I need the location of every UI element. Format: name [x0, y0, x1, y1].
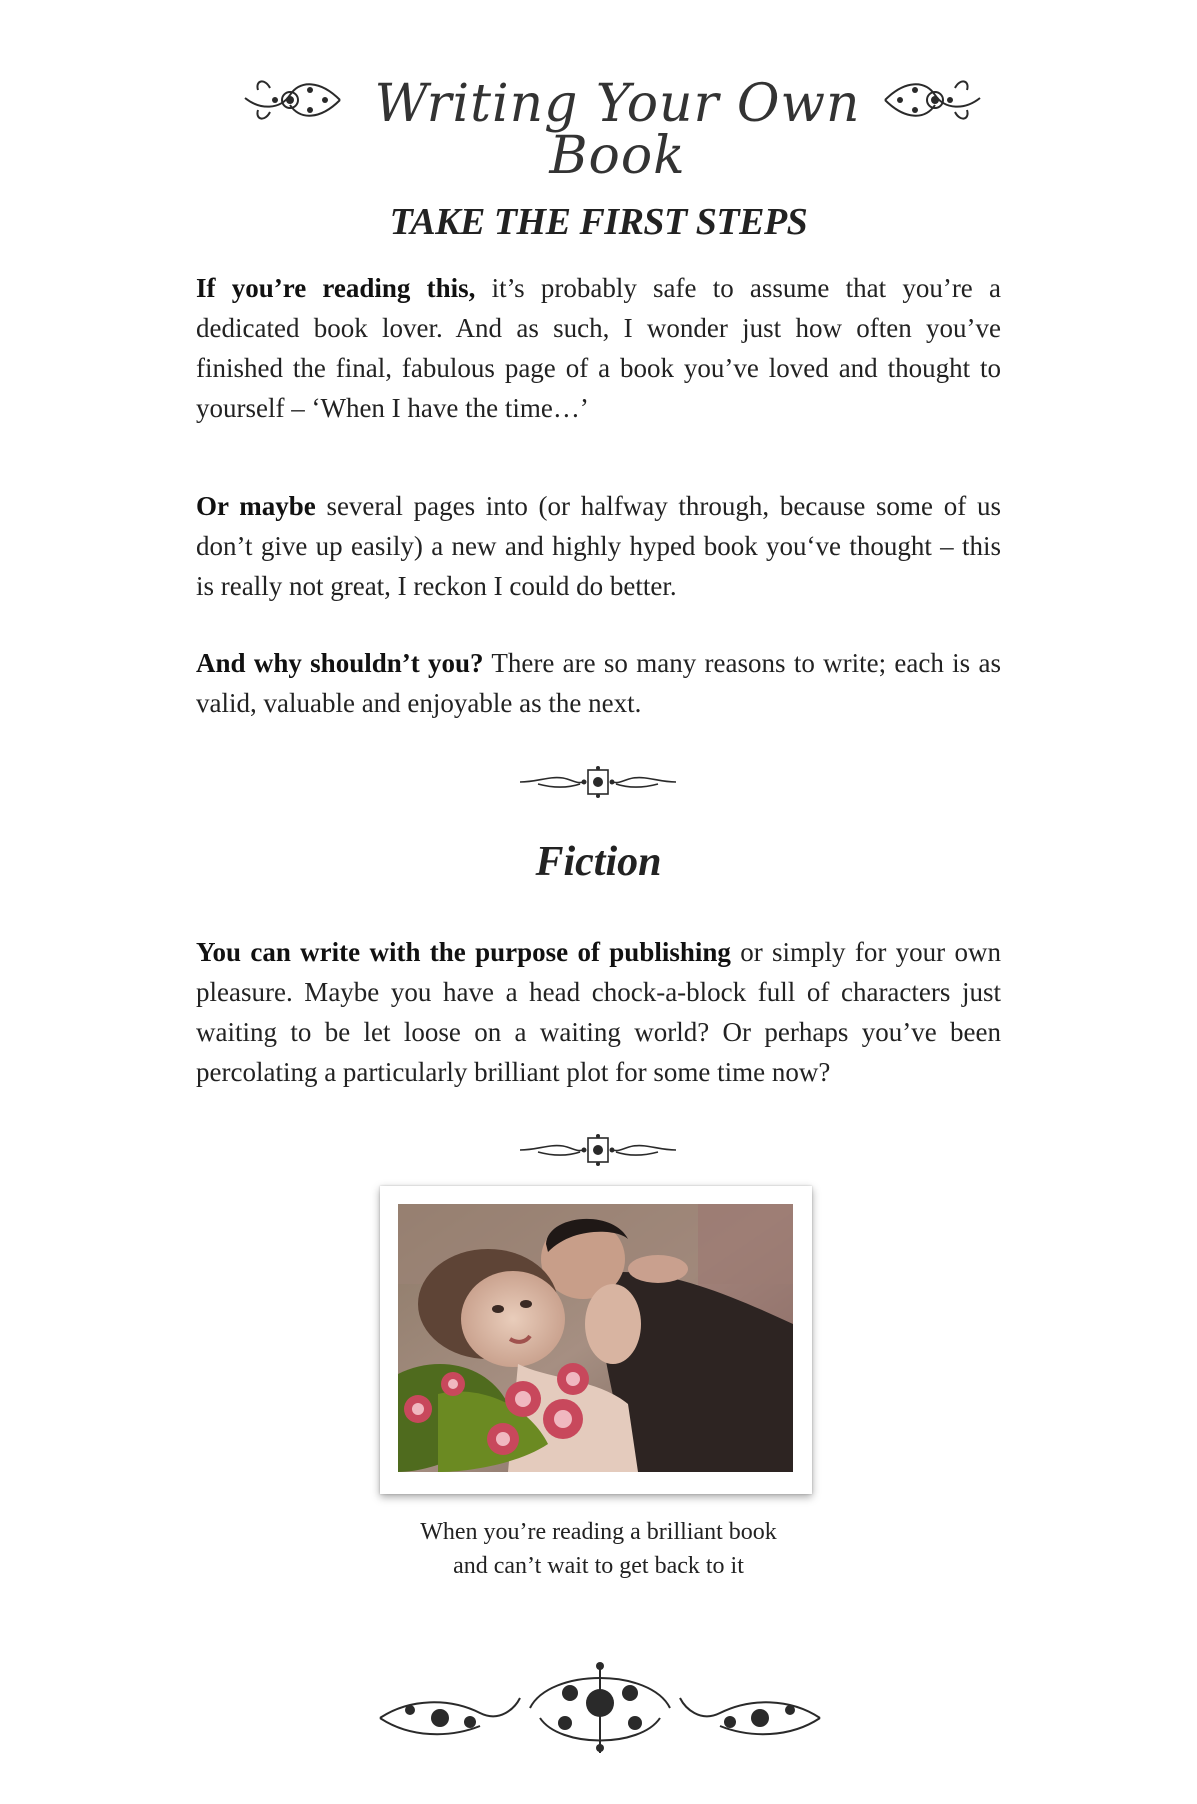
paragraph-text: several pages into (or halfway through, because some of us don’t give up easily) a new and highly hyped book you‘ve thought – this is really not great, I reckon I could do better.	[196, 491, 1001, 601]
caption-line: and can’t wait to get back to it	[453, 1553, 744, 1579]
flourish-right-icon	[880, 70, 985, 130]
photo-frame	[380, 1186, 812, 1494]
paragraph-text: or simply for your own pleasure. Maybe you have a head chock-a-block full of characters just waiting to be let loose on a waiting world? Or perhaps you’ve been percolating a particularly brilliant plot for some time now?	[196, 937, 1001, 1087]
paragraph-lead: And why shouldn’t you?	[196, 648, 484, 678]
paragraph-lead: You can write with the purpose of publishing	[196, 937, 731, 967]
photo-caption	[0, 1515, 1197, 1583]
paragraph-text: it’s probably safe to assume that you’re a dedicated book lover. And as such, I wonder just how often you’ve finished the final, fabulous page of a book you’ve loved and thought to yourself – ‘When I have the time…’	[196, 273, 1001, 423]
flourish-left-icon	[240, 70, 345, 130]
page-header	[0, 60, 1197, 186]
paragraph-lead: If you’re reading this,	[196, 273, 476, 303]
caption-line: When you’re reading a brilliant book	[420, 1519, 777, 1545]
paragraph-lead: Or maybe	[196, 491, 316, 521]
page-title: Writing Your Own Book	[374, 74, 861, 186]
ornamental-divider-icon	[518, 762, 678, 802]
paragraph-text: There are so many reasons to write; each is as valid, valuable and enjoyable as the next.	[196, 648, 1001, 718]
paragraph-intro	[196, 268, 1001, 428]
paragraph-fiction	[196, 932, 1001, 1092]
section-heading-fiction: Fiction	[535, 839, 662, 885]
section-heading-first-steps: TAKE THE FIRST STEPS	[389, 201, 808, 243]
vintage-photo	[398, 1204, 793, 1472]
paragraph-or-maybe	[196, 486, 1001, 606]
paragraph-why-not	[196, 643, 1001, 723]
footer-ornament-icon	[370, 1648, 830, 1758]
couple-photo-illustration	[398, 1204, 793, 1472]
ornamental-divider-icon	[518, 1130, 678, 1170]
